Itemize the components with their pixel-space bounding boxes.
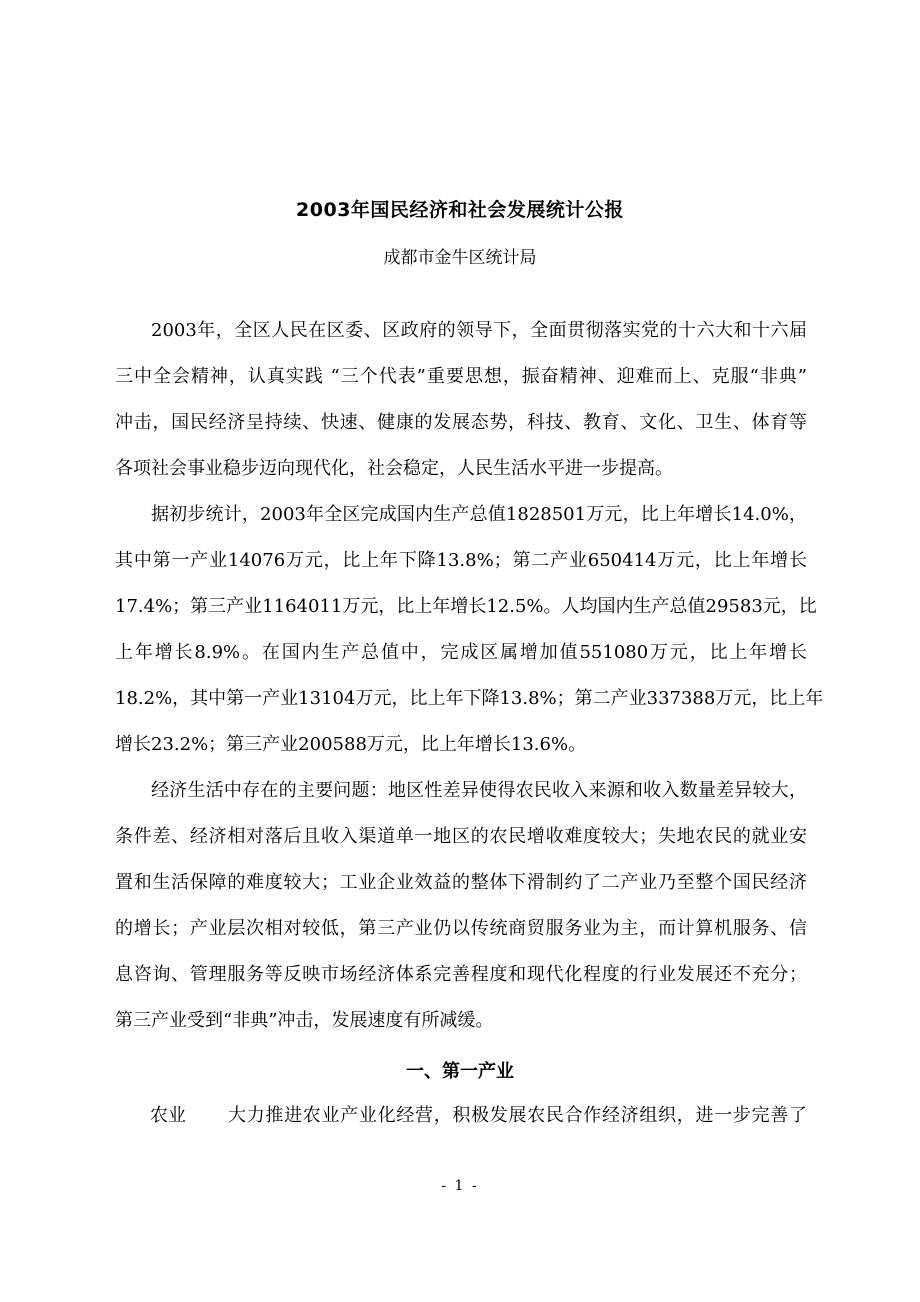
stats-line-6: 增长23.2%；第三产业200588万元，比上年增长13.6%。 bbox=[115, 734, 587, 755]
intro-line-4: 各项社会事业稳步迈向现代化，社会稳定，人民生活水平进一步提高。 bbox=[115, 458, 673, 479]
stats-line-2: 其中第一产业14076万元，比上年下降13.8%；第二产业650414万元，比上年增长 bbox=[115, 550, 807, 571]
stats-line-3: 17.4%；第三产业1164011万元，比上年增长12.5%。人均国内生产总值29583元，比 bbox=[115, 596, 817, 617]
section-heading-primary-industry: 一、第一产业 bbox=[406, 1061, 514, 1082]
page-number: - 1 - bbox=[441, 1178, 479, 1194]
problems-line-1: 经济生活中存在的主要问题：地区性差异使得农民收入来源和收入数量差异较大， bbox=[151, 780, 807, 801]
report-author: 成都市金牛区统计局 bbox=[383, 248, 537, 268]
problems-line-3: 置和生活保障的难度较大；工业企业效益的整体下滑制约了二产业乃至整个国民经济 bbox=[115, 872, 807, 893]
stats-line-4: 上年增长8.9%。在国内生产总值中，完成区属增加值551080万元，比上年增长 bbox=[115, 642, 807, 663]
problems-line-4: 的增长；产业层次相对较低，第三产业仍以传统商贸服务业为主，而计算机服务、信 bbox=[115, 918, 807, 939]
stats-line-1: 据初步统计，2003年全区完成国内生产总值1828501万元，比上年增长14.0%， bbox=[151, 504, 807, 525]
intro-line-1: 2003年，全区人民在区委、区政府的领导下，全面贯彻落实党的十六大和十六届 bbox=[151, 320, 807, 341]
problems-line-2: 条件差、经济相对落后且收入渠道单一地区的农民增收难度较大；失地农民的就业安 bbox=[115, 826, 807, 847]
intro-line-2: 三中全会精神，认真实践 “三个代表”重要思想，振奋精神、迎难而上、克服“非典” bbox=[115, 366, 807, 387]
stats-line-5: 18.2%，其中第一产业13104万元，比上年下降13.8%；第二产业337388万元，比上年 bbox=[115, 688, 824, 709]
agriculture-label: 农业 bbox=[150, 1105, 186, 1126]
problems-line-5: 息咨询、管理服务等反映市场经济体系完善程度和现代化程度的行业发展还不充分； bbox=[115, 964, 807, 985]
agriculture-text: 大力推进农业产业化经营，积极发展农民合作经济组织，进一步完善了 bbox=[228, 1105, 807, 1126]
problems-line-6: 第三产业受到“非典”冲击，发展速度有所减缓。 bbox=[115, 1010, 494, 1031]
intro-line-3: 冲击，国民经济呈持续、快速、健康的发展态势，科技、教育、文化、卫生、体育等 bbox=[115, 412, 807, 433]
report-title: 2003年国民经济和社会发展统计公报 bbox=[296, 199, 624, 221]
